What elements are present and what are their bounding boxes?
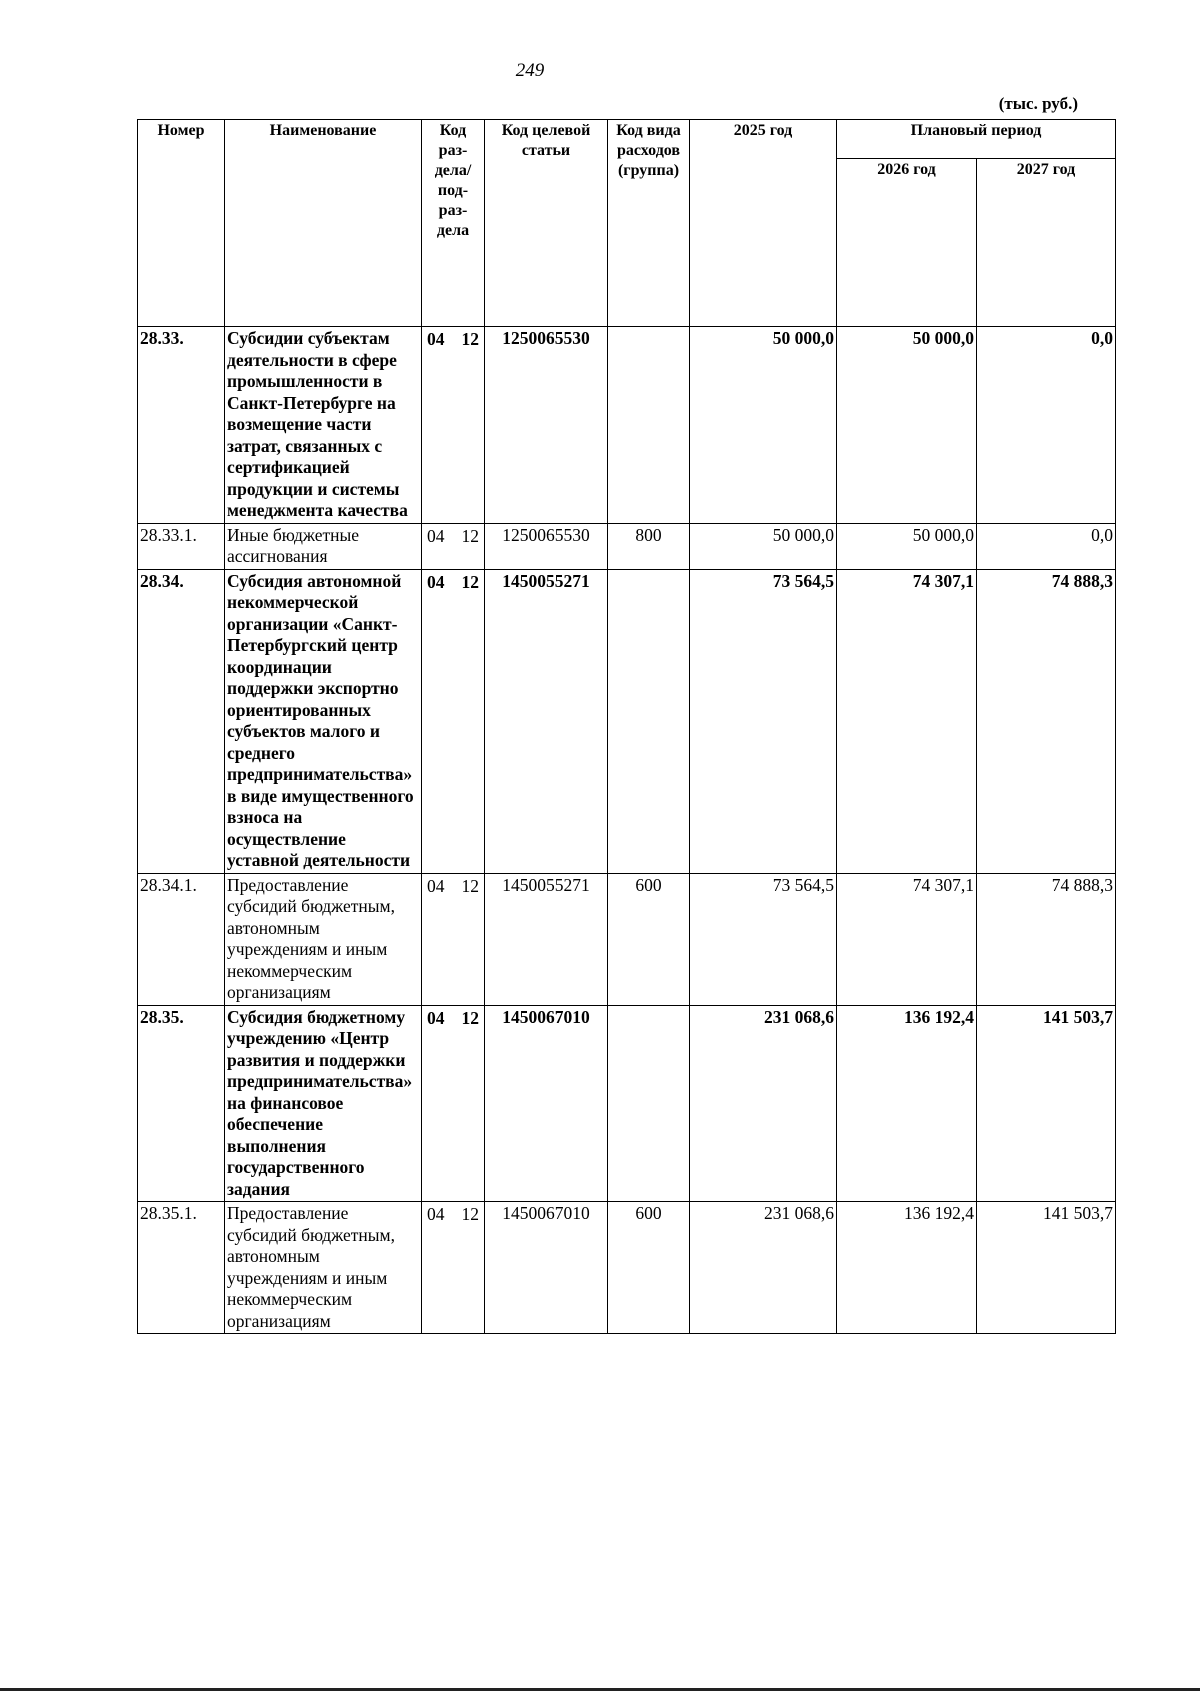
row-value-2027: 141 503,7 [977,1005,1116,1202]
row-value-2026: 50 000,0 [837,327,977,524]
row-razdel-cell [422,1005,485,1202]
row-value-2026: 74 307,1 [837,873,977,1005]
header-year-2027: 2027 год [977,159,1116,327]
row-number: 28.33.1. [138,523,225,569]
row-value-2026: 136 192,4 [837,1202,977,1334]
row-razdel: 04 [427,1204,445,1224]
row-number: 28.34.1. [138,873,225,1005]
row-value-2025: 50 000,0 [690,523,837,569]
row-number: 28.34. [138,569,225,873]
row-vid-raskhodov [608,1005,690,1202]
row-tselevaya-statya: 1450055271 [485,873,608,1005]
row-value-2026: 136 192,4 [837,1005,977,1202]
row-razdel: 04 [427,329,445,349]
table-row [138,1005,1116,1202]
row-name: Предоставление субсидий бюджетным, автономным учреждениям и иным некоммерческим организациям [225,873,422,1005]
row-razdel: 04 [427,875,445,896]
row-number: 28.35. [138,1005,225,1202]
row-value-2027: 0,0 [977,523,1116,569]
row-value-2027: 0,0 [977,327,1116,524]
row-razdel: 04 [427,1007,445,1028]
row-razdel-cell [422,523,485,569]
row-podrazdel: 12 [461,875,479,896]
table-row [138,569,1116,873]
row-vid-raskhodov: 600 [608,1202,690,1334]
header-razdel: Код раз-дела/ под-раз-дела [422,120,485,327]
row-tselevaya-statya: 1250065530 [485,523,608,569]
table-row [138,873,1116,1005]
row-razdel: 04 [427,571,445,592]
header-planned-period: Плановый период [837,120,1116,159]
row-value-2025: 231 068,6 [690,1005,837,1202]
row-tselevaya-statya: 1450067010 [485,1202,608,1334]
row-tselevaya-statya: 1450067010 [485,1005,608,1202]
row-vid-raskhodov: 600 [608,873,690,1005]
row-value-2025: 50 000,0 [690,327,837,524]
row-razdel-cell [422,873,485,1005]
table-body [138,327,1116,1334]
row-name: Субсидия автономной некоммерческой организации «Санкт-Петербургский центр координации поддержки экспортно ориентированных субъектов малого и среднего предпринимательства» в виде имущественного взноса на осуществление уставной деятельности [225,569,422,873]
row-tselevaya-statya: 1250065530 [485,327,608,524]
header-vid-raskhodov: Код вида расходов (группа) [608,120,690,327]
header-year-2025: 2025 год [690,120,837,327]
row-razdel-cell [422,569,485,873]
row-number: 28.35.1. [138,1202,225,1334]
row-value-2026: 74 307,1 [837,569,977,873]
table-row [138,523,1116,569]
header-tselevaya-statya: Код целевой статьи [485,120,608,327]
row-value-2026: 50 000,0 [837,523,977,569]
row-razdel-cell [422,1202,485,1334]
row-value-2025: 73 564,5 [690,569,837,873]
scan-bottom-edge [0,1688,1200,1691]
budget-table [137,119,1116,1334]
row-name: Иные бюджетные ассигнования [225,523,422,569]
row-podrazdel: 12 [461,1204,479,1224]
row-name: Предоставление субсидий бюджетным, автономным учреждениям и иным некоммерческим организациям [225,1202,422,1334]
page-number: 249 [515,60,545,81]
row-value-2027: 141 503,7 [977,1202,1116,1334]
row-razdel-cell [422,327,485,524]
row-podrazdel: 12 [461,1007,479,1028]
row-value-2025: 73 564,5 [690,873,837,1005]
row-vid-raskhodov: 800 [608,523,690,569]
row-podrazdel: 12 [461,329,479,349]
row-razdel: 04 [427,525,445,546]
row-name: Субсидия бюджетному учреждению «Центр развития и поддержки предпринимательства» на финансовое обеспечение выполнения государственного задания [225,1005,422,1202]
table-row [138,327,1116,524]
row-tselevaya-statya: 1450055271 [485,569,608,873]
header-year-2026: 2026 год [837,159,977,327]
header-number: Номер [138,120,225,327]
table-row [138,1202,1116,1334]
row-vid-raskhodov [608,327,690,524]
row-value-2027: 74 888,3 [977,873,1116,1005]
row-name: Субсидии субъектам деятельности в сфере промышленности в Санкт-Петербурге на возмещение части затрат, связанных с сертификацией продукции и системы менеджмента качества [225,327,422,524]
row-number: 28.33. [138,327,225,524]
row-podrazdel: 12 [461,525,479,546]
row-podrazdel: 12 [461,571,479,592]
units-label: (тыс. руб.) [998,94,1078,113]
row-value-2025: 231 068,6 [690,1202,837,1334]
header-name: Наименование [225,120,422,327]
row-vid-raskhodov [608,569,690,873]
row-value-2027: 74 888,3 [977,569,1116,873]
